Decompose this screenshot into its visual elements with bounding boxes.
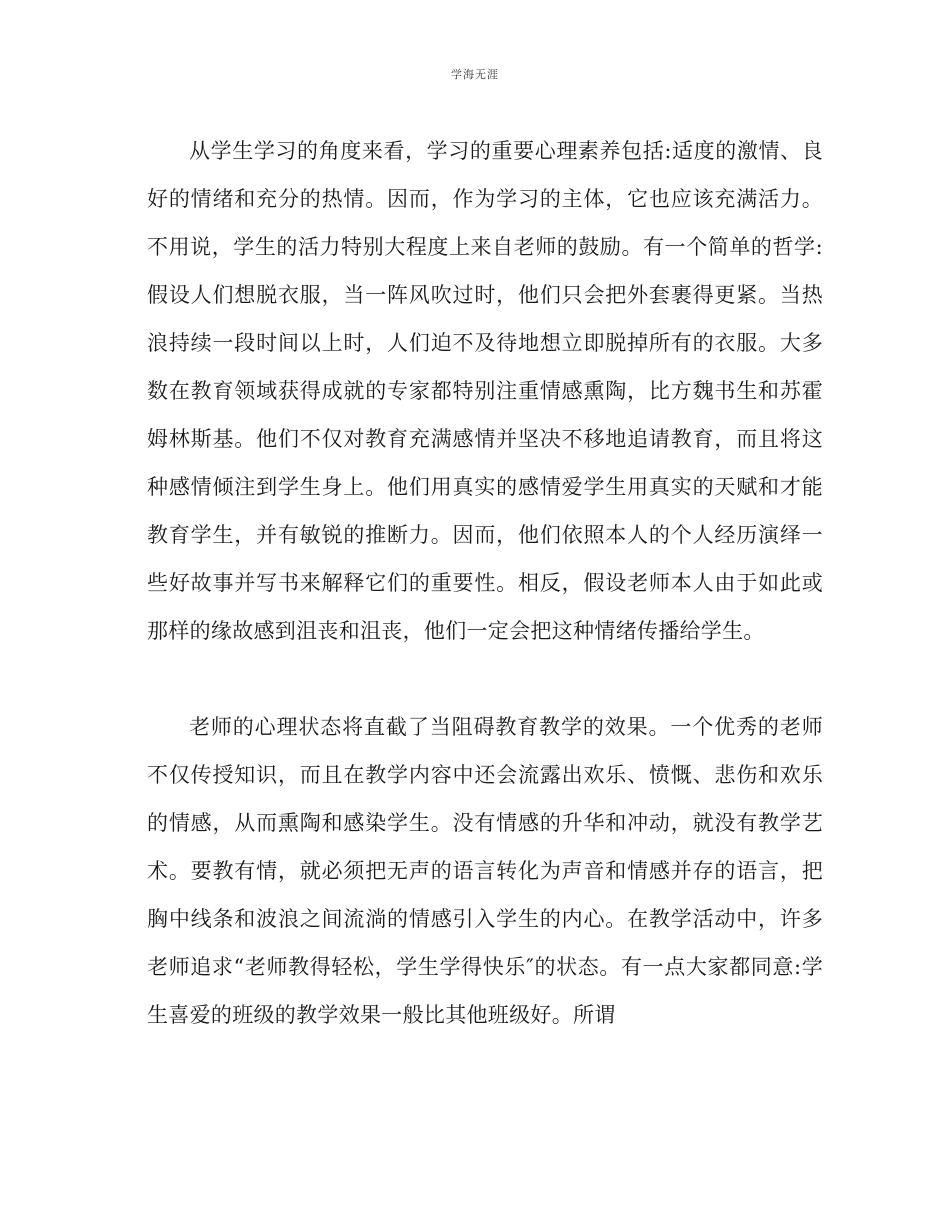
document-body bbox=[147, 127, 823, 1039]
paragraph-2: 老师的心理状态将直截了当阻碍教育教学的效果。一个优秀的老师不仅传授知识，而且在教学内容中还会流露出欢乐、愤慨、悲伤和欢乐的情感，从而熏陶和感染学生。没有情感的升华和冲动，就没有教学艺术。要教有情，就必须把无声的语言转化为声音和情感并存的语言，把胸中线条和波浪之间流淌的情感引入学生的内心。在教学活动中，许多老师追求“老师教得轻松，学生学得快乐″的状态。有一点大家都同意:学生喜爱的班级的教学效果一般比其他班级好。所谓 bbox=[147, 715, 823, 1027]
page-header: 学海无涯 bbox=[451, 68, 499, 81]
paragraph-1: 从学生学习的角度来看，学习的重要心理素养包括:适度的激情、良好的情绪和充分的热情。因而，作为学习的主体，它也应该充满活力。不用说，学生的活力特别大程度上来自老师的鼓励。有一个简单的哲学:假设人们想脱衣服，当一阵风吹过时，他们只会把外套裹得更紧。当热浪持续一段时间以上时，人们迫不及待地想立即脱掉所有的衣服。大多数在教育领域获得成就的专家都特别注重情感熏陶，比方魏书生和苏霍姆林斯基。他们不仅对教育充满感情并坚决不移地追请教育，而且将这种感情倾注到学生身上。他们用真实的感情爱学生用真实的天赋和才能教育学生，并有敏锐的推断力。因而，他们依照本人的个人经历演绎一些好故事并写书来解释它们的重要性。相反，假设老师本人由于如此或那样的缘故感到沮丧和沮丧，他们一定会把这种情绪传播给学生。 bbox=[147, 139, 823, 643]
